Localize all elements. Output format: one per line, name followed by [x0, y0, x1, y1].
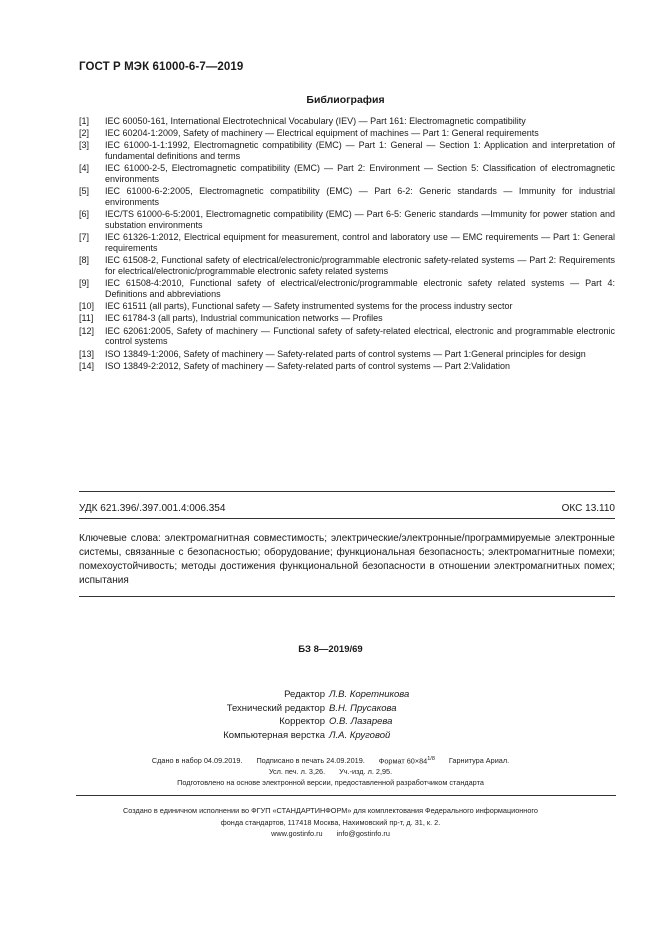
reference-item [79, 116, 615, 127]
footer [0, 805, 661, 840]
reference-item [79, 313, 615, 324]
rule-top [79, 491, 615, 492]
reference-item [79, 209, 615, 231]
credit-layout [0, 729, 661, 743]
credit-name: Л.В. Коретникова [329, 689, 410, 700]
reference-text: IEC 61000-1-1:1992, Electromagnetic compatibility (EMC) — Part 1: General — Section 1: Application and interpretation of fundamental definitions and terms [105, 140, 615, 162]
credit-role: Технический редактор [226, 702, 325, 714]
reference-number: [13] [79, 348, 95, 359]
reference-number: [3] [79, 140, 90, 151]
bibliography-title: Библиография [306, 94, 385, 106]
reference-text: IEC 60204-1:2009, Safety of machinery — Electrical equipment of machines — Part 1: General requirements [105, 128, 539, 139]
reference-number: [4] [79, 163, 90, 174]
reference-item [79, 349, 615, 360]
credit-editor [0, 688, 661, 702]
reference-text: IEC 60050-161, International Electrotechnical Vocabulary (IEV) — Part 161: Electromagnetic compatibility [105, 116, 526, 126]
reference-number: [10] [79, 301, 95, 312]
reference-text: ISO 13849-1:2006, Safety of machinery — Safety-related parts of control systems — Part 1:General principles for design [105, 348, 586, 359]
paper-format-text: Формат 60×84 [378, 756, 428, 766]
sent-to-print: Сдано в набор 04.09.2019. [151, 756, 243, 765]
reference-number: [11] [79, 313, 94, 324]
reference-item [79, 278, 615, 300]
publication-info-row3 [0, 778, 661, 787]
footer-contacts [0, 828, 661, 840]
rule-middle [79, 518, 615, 519]
reference-number: [2] [79, 128, 90, 139]
reference-number: [14] [79, 360, 95, 371]
credit-name: В.Н. Прусакова [329, 702, 397, 714]
credit-corrector [0, 715, 661, 729]
footer-line-1: Создано в единичном исполнении во ФГУП «СТАНДАРТИНФОРМ» для комплектования Федерального информационного [123, 806, 538, 815]
reference-number: [12] [79, 325, 95, 336]
reference-item [79, 326, 615, 348]
reference-number: [1] [79, 116, 90, 126]
credit-name: О.В. Лазарева [329, 716, 393, 727]
credit-tech-editor [0, 702, 661, 716]
publication-info-row1 [0, 756, 661, 765]
bz-number: БЗ 8—2019/69 [298, 644, 363, 655]
rule-footer [76, 795, 616, 796]
reference-item [79, 232, 615, 254]
standard-id: ГОСТ Р МЭК 61000-6-7—2019 [79, 61, 244, 73]
reference-number: [5] [79, 186, 90, 197]
oks-code: ОКС 13.110 [561, 503, 615, 514]
reference-text: IEC 61511 (all parts), Functional safety — Safety instrumented systems for the process industry sector [105, 301, 513, 312]
reference-text: IEC 61000-2-5, Electromagnetic compatibility (EMC) — Part 2: Environment — Section 5: Classification of electromagnetic environments [105, 163, 615, 185]
reference-number: [8] [79, 255, 90, 266]
reference-number: [9] [79, 278, 90, 289]
publication-info-row2 [0, 767, 661, 776]
reference-number: [6] [79, 209, 90, 220]
rule-bottom [79, 596, 615, 597]
reference-item [79, 163, 615, 185]
reference-item [79, 361, 615, 372]
reference-text: IEC 61326-1:2012, Electrical equipment for measurement, control and laboratory use — EMC requirements — Part 1: General requirements [105, 232, 615, 254]
reference-text: IEC 62061:2005, Safety of machinery — Functional safety of safety-related electrical, electronic and programmable electronic control systems [105, 325, 615, 347]
typeface: Гарнитура Ариал. [448, 756, 510, 765]
reference-item [79, 301, 615, 312]
reference-item [79, 128, 615, 139]
credits [0, 688, 661, 742]
credit-role: Корректор [279, 716, 325, 727]
reference-text: IEC 61784-3 (all parts), Industrial communication networks — Profiles [105, 313, 383, 324]
website-link[interactable]: www.gostinfo.ru [271, 829, 323, 838]
reference-text: ISO 13849-2:2012, Safety of machinery — Safety-related parts of control systems — Part 2:Validation [105, 360, 511, 371]
reference-text: IEC/TS 61000-6-5:2001, Electromagnetic compatibility (EMC) — Part 6-5: Generic standards —Immunity for power station and substation environments [105, 209, 615, 231]
paper-format-fraction: 1/8 [427, 756, 435, 762]
reference-list [79, 116, 615, 373]
signed-to-print: Подписано в печать 24.09.2019. [256, 756, 365, 765]
reference-item [79, 186, 615, 208]
credit-name: Л.А. Круговой [329, 729, 391, 741]
paper-format [379, 756, 435, 765]
reference-text: IEC 61508-2, Functional safety of electrical/electronic/programmable electronic safety-related systems — Part 2: Requirements for electrical/electronic/programmable electronic safety related systems [105, 255, 615, 277]
footer-line-2: фонда стандартов, 117418 Москва, Нахимовский пр-т, д. 31, к. 2. [220, 817, 441, 827]
reference-text: IEC 61508-4:2010, Functional safety of electrical/electronic/programmable electronic safety related systems — Part 4: Definitions and abbreviations [105, 278, 615, 300]
reference-item [79, 255, 615, 277]
reference-number: [7] [79, 232, 90, 243]
udk-code: УДК 621.396/.397.001.4:006.354 [79, 503, 226, 514]
reference-text: IEC 61000-6-2:2005, Electromagnetic compatibility (EMC) — Part 6-2: Generic standards — Immunity for industrial environments [105, 186, 615, 208]
credit-role: Редактор [284, 689, 325, 700]
credit-role: Компьютерная верстка [223, 729, 325, 741]
prepared-note: Подготовлено на основе электронной версии, предоставленной разработчиком стандарта [177, 778, 484, 787]
email-link[interactable]: info@gostinfo.ru [336, 829, 390, 838]
reference-item [79, 140, 615, 162]
keywords: Ключевые слова: электромагнитная совместимость; электрические/электронные/программируемые электронные системы, связанные с безопасностью; оборудование; функциональная безопасность; электромагнитные помехи; помехоустойчивость; методы достижения функциональной безопасности в отношении электромагнитных помех; испытания [79, 533, 615, 586]
publisher-sheets: Уч.-изд. л. 2,95. [339, 767, 393, 776]
printed-sheets: Усл. печ. л. 3,26. [268, 767, 326, 776]
